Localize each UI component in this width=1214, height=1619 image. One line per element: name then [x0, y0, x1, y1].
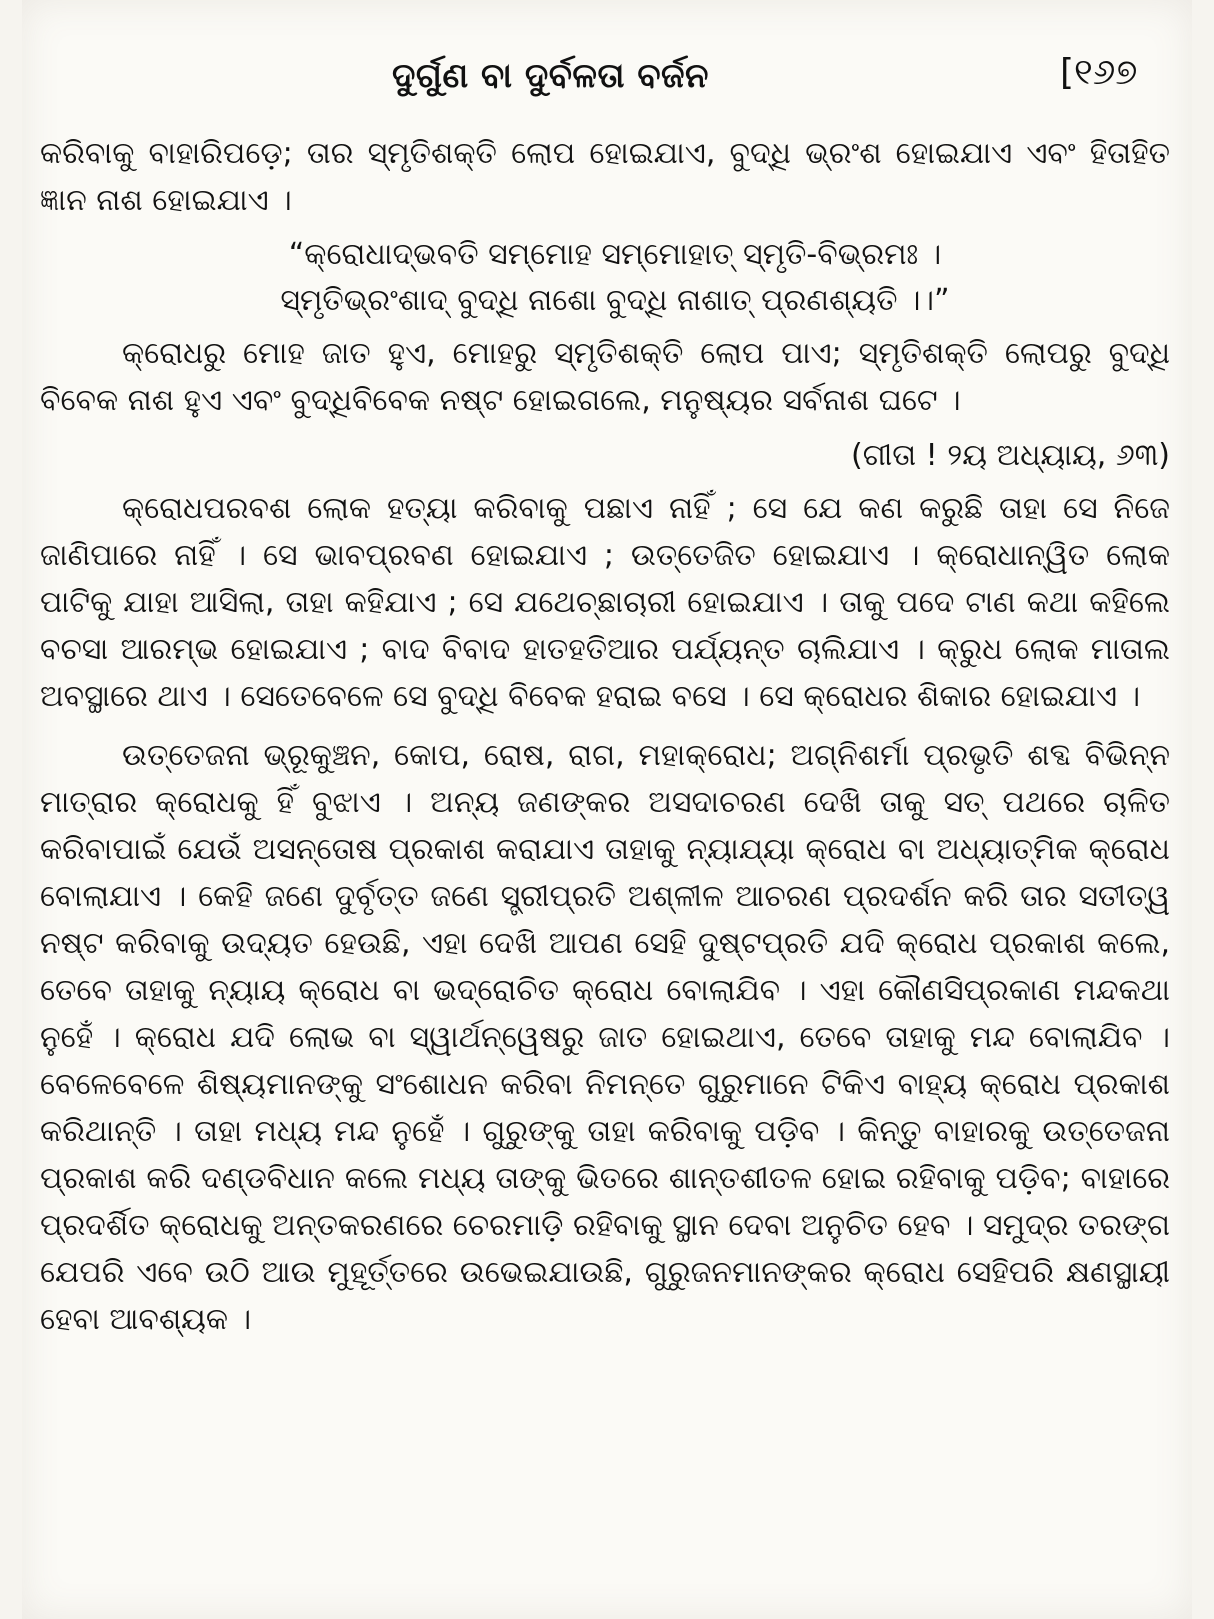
paragraph-verse-meaning: କ୍ରୋଧରୁ ମୋହ ଜାତ ହୁଏ, ମୋହରୁ ସ୍ମୃତିଶକ୍ତି ଲୋପ ପାଏ; ସ୍ମୃତିଶକ୍ତି ଲୋପରୁ ବୁଦ୍ଧି ବିବେକ ନାଶ ହୁଏ ଏବଂ ବୁଦ୍ଧିବିବେକ ନଷ୍ଟ ହୋଇଗଲେ, ମନୁଷ୍ୟର ସର୍ବନାଶ ଘଟେ । — [40, 336, 1170, 418]
page-header — [22, 52, 1192, 112]
verse-quote — [40, 232, 1170, 324]
verse-line-2: ସ୍ମୃତିଭ୍ରଂଶାଦ୍ ବୁଦ୍ଧି ନାଶୋ ବୁଦ୍ଧି ନାଶାତ୍ ପ୍ରଣଶ୍ୟତି ।।” — [280, 283, 950, 318]
verse-line-1: “କ୍ରୋଧାଦ୍‌ଭବତି ସମ୍ମୋହ ସମ୍ମୋହାତ୍ ସ୍ମୃତି-ବିଭ୍ରମଃ । — [288, 237, 942, 272]
page-body — [40, 130, 1170, 1343]
page-number: [୧୬୭ — [1060, 52, 1138, 93]
running-title: ଦୁର୍ଗୁଣ ବା ଦୁର୍ବଳତା ବର୍ଜନ — [392, 56, 709, 96]
paragraph-continuation: କରିବାକୁ ବାହାରିପଡ଼େ; ତାର ସ୍ମୃତିଶକ୍ତି ଲୋପ ହୋଇଯାଏ, ବୁଦ୍ଧି ଭ୍ରଂଶ ହୋଇଯାଏ ଏବଂ ହିତାହିତ ଜ୍ଞାନ ନାଶ ହୋଇଯାଏ । — [40, 136, 1170, 218]
verse-citation: (ଗୀତା ! ୨ୟ ଅଧ୍ୟାୟ, ୬୩) — [851, 438, 1170, 473]
paragraph-anger-effects: କ୍ରୋଧପରବଶ ଲୋକ ହତ୍ୟା କରିବାକୁ ପଛାଏ ନାହିଁ ; ସେ ଯେ କଣ କରୁଛି ତାହା ସେ ନିଜେ ଜାଣିପାରେ ନାହିଁ । ସେ ଭାବପ୍ରବଣ ହୋଇଯାଏ ; ଉତ୍ତେଜିତ ହୋଇଯାଏ । କ୍ରୋଧାନ୍ୱିତ ଲୋକ ପାଟିକୁ ଯାହା ଆସିଲା, ତାହା କହିଯାଏ ; ସେ ଯଥେଚ୍ଛାଚାରୀ ହୋଇଯାଏ । ତାକୁ ପଦେ ଟାଣ କଥା କହିଲେ ବଚସା ଆରମ୍ଭ ହୋଇଯାଏ ; ବାଦ ବିବାଦ ହାତହତିଆର ପର୍ଯ୍ୟନ୍ତ ଚାଲିଯାଏ । କ୍ରୁଧ ଲୋକ ମାତାଲ ଅବସ୍ଥାରେ ଥାଏ । ସେତେବେଳେ ସେ ବୁଦ୍ଧି ବିବେକ ହରାଇ ବସେ । ସେ କ୍ରୋଧର ଶିକାର ହୋଇଯାଏ । — [40, 491, 1170, 714]
book-page — [22, 0, 1192, 1619]
paragraph-kinds-of-anger: ଉତ୍ତେଜନା ଭ୍ରୂକୁଞ୍ଚନ, କୋପ, ରୋଷ, ରାଗ, ମହାକ୍ରୋଧ; ଅଗ୍ନିଶର୍ମା ପ୍ରଭୃତି ଶବ୍ଦ ବିଭିନ୍ନ ମାତ୍ରାର କ୍ରୋଧକୁ ହିଁ ବୁଝାଏ । ଅନ୍ୟ ଜଣଙ୍କର ଅସଦାଚରଣ ଦେଖି ତାକୁ ସତ୍ ପଥରେ ଚାଳିତ କରିବାପାଇଁ ଯେଉଁ ଅସନ୍ତୋଷ ପ୍ରକାଶ କରାଯାଏ ତାହାକୁ ନ୍ୟାଯ୍ୟା କ୍ରୋଧ ବା ଅଧ୍ୟାତ୍ମିକ କ୍ରୋଧ ବୋଲାଯାଏ । କେହି ଜଣେ ଦୁର୍ବୃତ୍ତ ଜଣେ ସ୍ତ୍ରୀପ୍ରତି ଅଶ୍ଳୀଳ ଆଚରଣ ପ୍ରଦର୍ଶନ କରି ତାର ସତୀତ୍ୱ ନଷ୍ଟ କରିବାକୁ ଉଦ୍ୟତ ହେଉଛି, ଏହା ଦେଖି ଆପଣ ସେହି ଦୁଷ୍ଟପ୍ରତି ଯଦି କ୍ରୋଧ ପ୍ରକାଶ କଲେ, ତେବେ ତାହାକୁ ନ୍ୟାୟ କ୍ରୋଧ ବା ଭଦ୍ରୋଚିତ କ୍ରୋଧ ବୋଲାଯିବ । ଏହା କୌଣସିପ୍ରକାଣ ମନ୍ଦକଥା ନୁହେଁ । କ୍ରୋଧ ଯଦି ଲୋଭ ବା ସ୍ୱାର୍ଥନ୍ୱେଷରୁ ଜାତ ହୋଇଥାଏ, ତେବେ ତାହାକୁ ମନ୍ଦ ବୋଲାଯିବ । ବେଳେବେଳେ ଶିଷ୍ୟମାନଙ୍କୁ ସଂଶୋଧନ କରିବା ନିମନ୍ତେ ଗୁରୁମାନେ ଟିକିଏ ବାହ୍ୟ କ୍ରୋଧ ପ୍ରକାଶ କରିଥାନ୍ତି । ତାହା ମଧ୍ୟ ମନ୍ଦ ନୁହେଁ । ଗୁରୁଙ୍କୁ ତାହା କରିବାକୁ ପଡ଼ିବ । କିନ୍ତୁ ବାହାରକୁ ଉତ୍ତେଜନା ପ୍ରକାଶ କରି ଦଣ୍ଡବିଧାନ କଲେ ମଧ୍ୟ ତାଙ୍କୁ ଭିତରେ ଶାନ୍ତଶୀତଳ ହୋଇ ରହିବାକୁ ପଡ଼ିବ; ବାହାରେ ପ୍ରଦର୍ଶିତ କ୍ରୋଧକୁ ଅନ୍ତକରଣରେ ଚେରମାଡ଼ି ରହିବାକୁ ସ୍ଥାନ ଦେବା ଅନୁଚିତ ହେବ । ସମୁଦ୍ର ତରଙ୍ଗ ଯେପରି ଏବେ ଉଠି ଆଉ ମୁହୂର୍ତ୍ତରେ ଉଭେଇଯାଉଛି, ଗୁରୁଜନମାନଙ୍କର କ୍ରୋଧ ସେହିପରି କ୍ଷଣସ୍ଥାୟୀ ହେବା ଆବଶ୍ୟକ । — [40, 738, 1170, 1337]
